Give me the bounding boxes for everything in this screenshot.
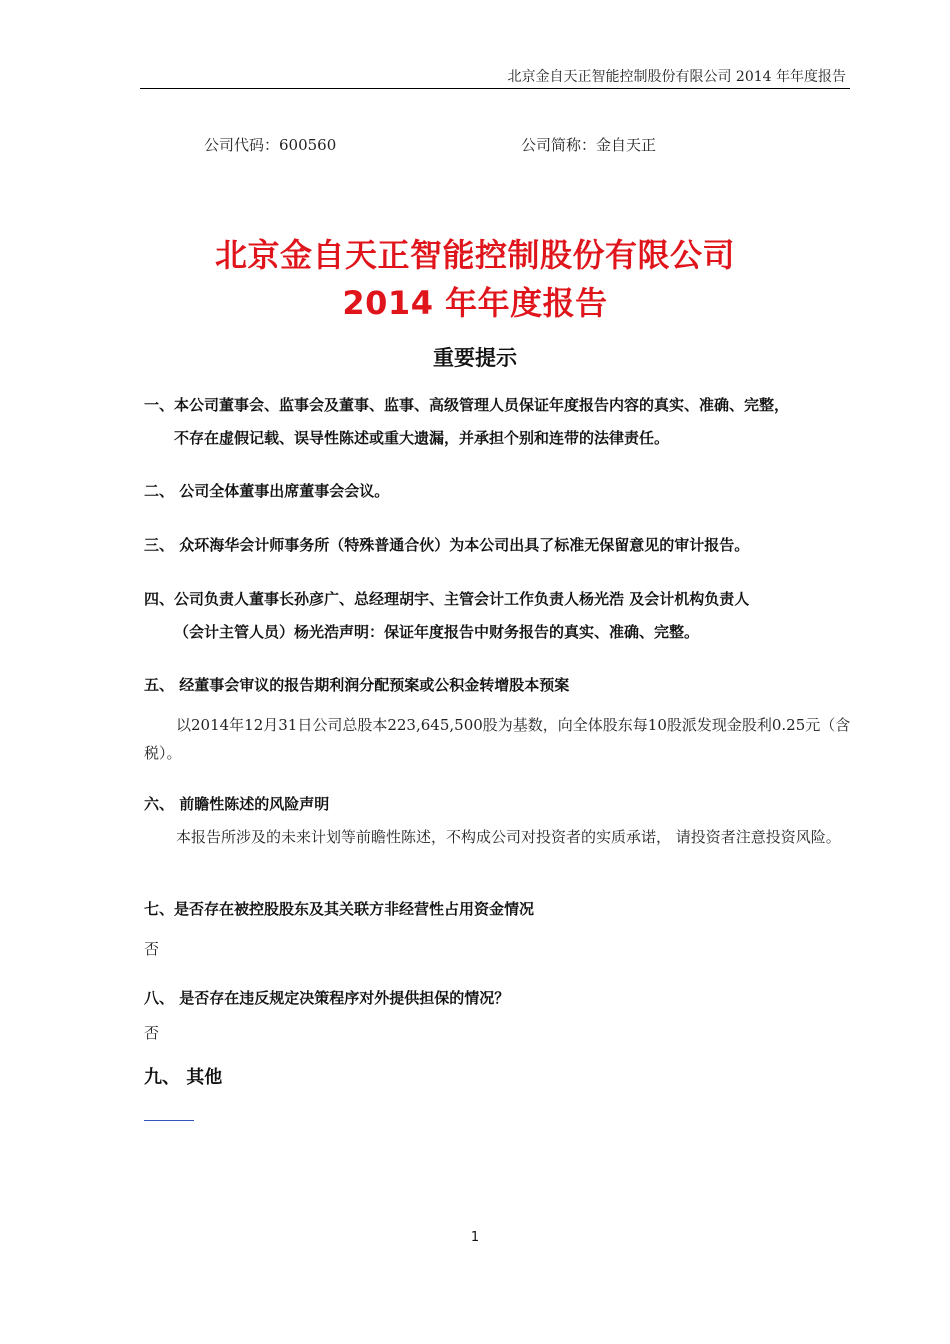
- item-one-line1: 一、本公司董事会、监事会及董事、监事、高级管理人员保证年度报告内容的真实、准确、完整，: [144, 396, 790, 414]
- running-header: 北京金自天正智能控制股份有限公司 2014 年年度报告: [507, 69, 846, 85]
- item-one: [144, 389, 856, 455]
- item-five-heading: 五、 经董事会审议的报告期利润分配预案或公积金转增股本预案: [144, 676, 570, 694]
- item-three: 三、 众环海华会计师事务所（特殊普通合伙）为本公司出具了标准无保留意见的审计报告。: [144, 536, 750, 554]
- report-title-year: 2014 年年度报告: [342, 284, 608, 322]
- item-six-body: 本报告所涉及的未来计划等前瞻性陈述，不构成公司对投资者的实质承诺， 请投资者注意投资风险。: [176, 828, 841, 846]
- report-title-company: 北京金自天正智能控制股份有限公司: [214, 236, 735, 274]
- item-one-line2: 不存在虚假记载、误导性陈述或重大遗漏，并承担个别和连带的法律责任。: [174, 429, 670, 447]
- item-eight-heading: 八、 是否存在违反规定决策程序对外提供担保的情况？: [144, 989, 510, 1007]
- item-four-line1: 四、公司负责人董事长孙彦广、总经理胡宇、主管会计工作负责人杨光浩 及会计机构负责人: [144, 590, 750, 608]
- section-title: 重要提示: [433, 346, 517, 370]
- header-rule: [140, 88, 850, 89]
- underline-link[interactable]: [144, 1120, 194, 1121]
- company-code: 公司代码：600560: [204, 136, 337, 154]
- item-nine-heading: 九、 其他: [144, 1067, 223, 1088]
- item-four-line2: （会计主管人员）杨光浩声明：保证年度报告中财务报告的真实、准确、完整。: [174, 623, 700, 641]
- item-six-heading: 六、 前瞻性陈述的风险声明: [144, 795, 330, 813]
- item-eight-answer: 否: [144, 1024, 160, 1042]
- item-five-body: 以2014年12月31日公司总股本223,645,500股为基数，向全体股东每10股派发现金股利0.25元（含税）。: [144, 716, 851, 762]
- item-four: [144, 583, 856, 649]
- company-short-name: 公司简称：金自天正: [521, 136, 657, 154]
- item-seven-heading: 七、是否存在被控股股东及其关联方非经营性占用资金情况: [144, 900, 535, 918]
- page-number: 1: [470, 1230, 480, 1245]
- item-two: 二、 公司全体董事出席董事会会议。: [144, 482, 390, 500]
- item-seven-answer: 否: [144, 940, 160, 958]
